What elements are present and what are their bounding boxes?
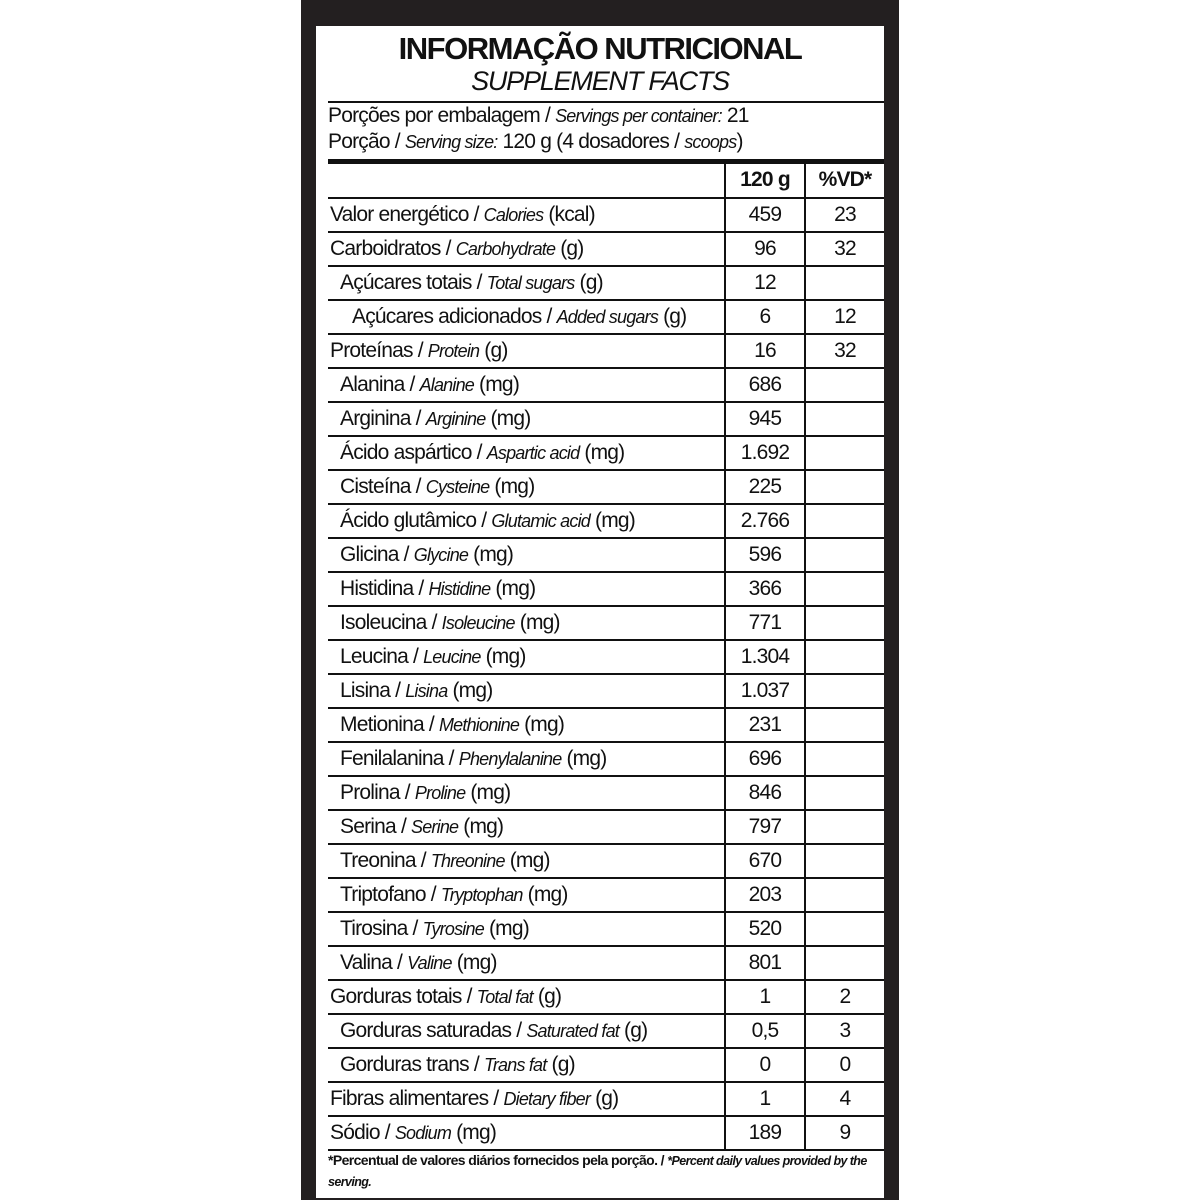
nutrient-name: Tirosina / Tyrosine (mg) <box>328 912 725 946</box>
nutrient-daily-value: 32 <box>805 334 884 368</box>
table-row <box>328 606 884 640</box>
nutrient-name: Isoleucina / Isoleucine (mg) <box>328 606 725 640</box>
nutrient-daily-value <box>805 266 884 300</box>
table-row <box>328 300 884 334</box>
nutrient-name: Treonina / Threonine (mg) <box>328 844 725 878</box>
nutrient-daily-value <box>805 742 884 776</box>
nutrient-name: Gorduras trans / Trans fat (g) <box>328 1048 725 1082</box>
nutrient-name: Triptofano / Tryptophan (mg) <box>328 878 725 912</box>
nutrient-amount: 231 <box>725 708 805 742</box>
nutrient-name: Valor energético / Calories (kcal) <box>328 198 725 232</box>
table-row <box>328 368 884 402</box>
nutrient-daily-value: 0 <box>805 1048 884 1082</box>
nutrition-table <box>328 163 884 1151</box>
nutrient-amount: 366 <box>725 572 805 606</box>
nutrient-amount: 2.766 <box>725 504 805 538</box>
nutrient-amount: 1.037 <box>725 674 805 708</box>
dv-column-header: %VD* <box>805 163 884 198</box>
nutrition-label <box>316 26 884 1198</box>
nutrient-daily-value <box>805 368 884 402</box>
table-row <box>328 810 884 844</box>
nutrient-daily-value <box>805 402 884 436</box>
serving-size: Porção / Serving size: 120 g (4 dosadores / scoops) <box>328 130 743 153</box>
nutrient-name: Ácido aspártico / Aspartic acid (mg) <box>328 436 725 470</box>
table-row <box>328 402 884 436</box>
table-row <box>328 572 884 606</box>
nutrient-daily-value <box>805 946 884 980</box>
nutrient-name: Sódio / Sodium (mg) <box>328 1116 725 1150</box>
table-row <box>328 504 884 538</box>
nutrient-amount: 596 <box>725 538 805 572</box>
table-row <box>328 980 884 1014</box>
table-row <box>328 436 884 470</box>
nutrient-name: Glicina / Glycine (mg) <box>328 538 725 572</box>
nutrient-daily-value <box>805 810 884 844</box>
nutrient-name: Gorduras totais / Total fat (g) <box>328 980 725 1014</box>
table-row <box>328 1048 884 1082</box>
nutrient-daily-value: 12 <box>805 300 884 334</box>
nutrient-amount: 225 <box>725 470 805 504</box>
nutrient-amount: 459 <box>725 198 805 232</box>
nutrient-name: Metionina / Methionine (mg) <box>328 708 725 742</box>
nutrient-daily-value <box>805 436 884 470</box>
nutrient-daily-value <box>805 538 884 572</box>
table-row <box>328 776 884 810</box>
nutrient-name: Gorduras saturadas / Saturated fat (g) <box>328 1014 725 1048</box>
nutrient-amount: 16 <box>725 334 805 368</box>
table-header-row <box>328 163 884 198</box>
nutrient-amount: 771 <box>725 606 805 640</box>
nutrient-amount: 6 <box>725 300 805 334</box>
table-row <box>328 232 884 266</box>
nutrient-amount: 696 <box>725 742 805 776</box>
nutrient-name: Lisina / Lisina (mg) <box>328 674 725 708</box>
nutrient-amount: 0 <box>725 1048 805 1082</box>
nutrient-daily-value: 23 <box>805 198 884 232</box>
nutrient-amount: 797 <box>725 810 805 844</box>
nutrient-amount: 520 <box>725 912 805 946</box>
table-row <box>328 334 884 368</box>
label-title: INFORMAÇÃO NUTRICIONAL <box>398 31 802 66</box>
label-subtitle: SUPPLEMENT FACTS <box>471 66 729 96</box>
nutrient-daily-value <box>805 912 884 946</box>
nutrient-daily-value <box>805 674 884 708</box>
nutrient-amount: 801 <box>725 946 805 980</box>
nutrient-name: Alanina / Alanine (mg) <box>328 368 725 402</box>
amount-column-header: 120 g <box>725 163 805 198</box>
nutrient-name: Histidina / Histidine (mg) <box>328 572 725 606</box>
servings-per-container: Porções por embalagem / Servings per container: 21 <box>328 104 749 127</box>
nutrient-amount: 1.304 <box>725 640 805 674</box>
nutrient-amount: 670 <box>725 844 805 878</box>
nutrient-name: Cisteína / Cysteine (mg) <box>328 470 725 504</box>
nutrient-name: Ácido glutâmico / Glutamic acid (mg) <box>328 504 725 538</box>
table-row <box>328 266 884 300</box>
nutrient-name: Leucina / Leucine (mg) <box>328 640 725 674</box>
nutrient-amount: 12 <box>725 266 805 300</box>
nutrient-name: Açúcares totais / Total sugars (g) <box>328 266 725 300</box>
nutrient-daily-value <box>805 470 884 504</box>
footnote: *Percentual de valores diários fornecidos pela porção. / *Percent daily values provided by the serving. <box>328 1152 867 1189</box>
nutrient-daily-value <box>805 504 884 538</box>
table-row <box>328 1082 884 1116</box>
nutrient-column-header <box>328 163 725 198</box>
nutrient-name: Fenilalanina / Phenylalanine (mg) <box>328 742 725 776</box>
nutrient-amount: 945 <box>725 402 805 436</box>
nutrient-daily-value: 4 <box>805 1082 884 1116</box>
table-row <box>328 708 884 742</box>
table-row <box>328 878 884 912</box>
nutrient-daily-value <box>805 606 884 640</box>
nutrient-amount: 1.692 <box>725 436 805 470</box>
nutrient-daily-value: 3 <box>805 1014 884 1048</box>
nutrient-name: Fibras alimentares / Dietary fiber (g) <box>328 1082 725 1116</box>
table-row <box>328 742 884 776</box>
nutrient-name: Arginina / Arginine (mg) <box>328 402 725 436</box>
table-row <box>328 470 884 504</box>
nutrient-daily-value <box>805 878 884 912</box>
table-row <box>328 198 884 232</box>
nutrient-daily-value: 2 <box>805 980 884 1014</box>
nutrient-amount: 1 <box>725 980 805 1014</box>
nutrient-daily-value: 32 <box>805 232 884 266</box>
nutrient-name: Valina / Valine (mg) <box>328 946 725 980</box>
nutrient-name: Carboidratos / Carbohydrate (g) <box>328 232 725 266</box>
table-row <box>328 1116 884 1150</box>
table-row <box>328 912 884 946</box>
table-row <box>328 674 884 708</box>
nutrient-amount: 189 <box>725 1116 805 1150</box>
nutrient-daily-value <box>805 572 884 606</box>
table-row <box>328 946 884 980</box>
nutrient-amount: 203 <box>725 878 805 912</box>
nutrient-name: Prolina / Proline (mg) <box>328 776 725 810</box>
nutrient-name: Proteínas / Protein (g) <box>328 334 725 368</box>
nutrient-daily-value <box>805 640 884 674</box>
nutrient-amount: 0,5 <box>725 1014 805 1048</box>
nutrient-name: Açúcares adicionados / Added sugars (g) <box>328 300 725 334</box>
table-row <box>328 640 884 674</box>
nutrient-daily-value: 9 <box>805 1116 884 1150</box>
nutrient-daily-value <box>805 708 884 742</box>
nutrient-amount: 96 <box>725 232 805 266</box>
nutrient-daily-value <box>805 844 884 878</box>
nutrient-amount: 686 <box>725 368 805 402</box>
table-row <box>328 844 884 878</box>
table-row <box>328 1014 884 1048</box>
table-row <box>328 538 884 572</box>
nutrient-amount: 1 <box>725 1082 805 1116</box>
nutrient-name: Serina / Serine (mg) <box>328 810 725 844</box>
nutrient-amount: 846 <box>725 776 805 810</box>
nutrient-daily-value <box>805 776 884 810</box>
